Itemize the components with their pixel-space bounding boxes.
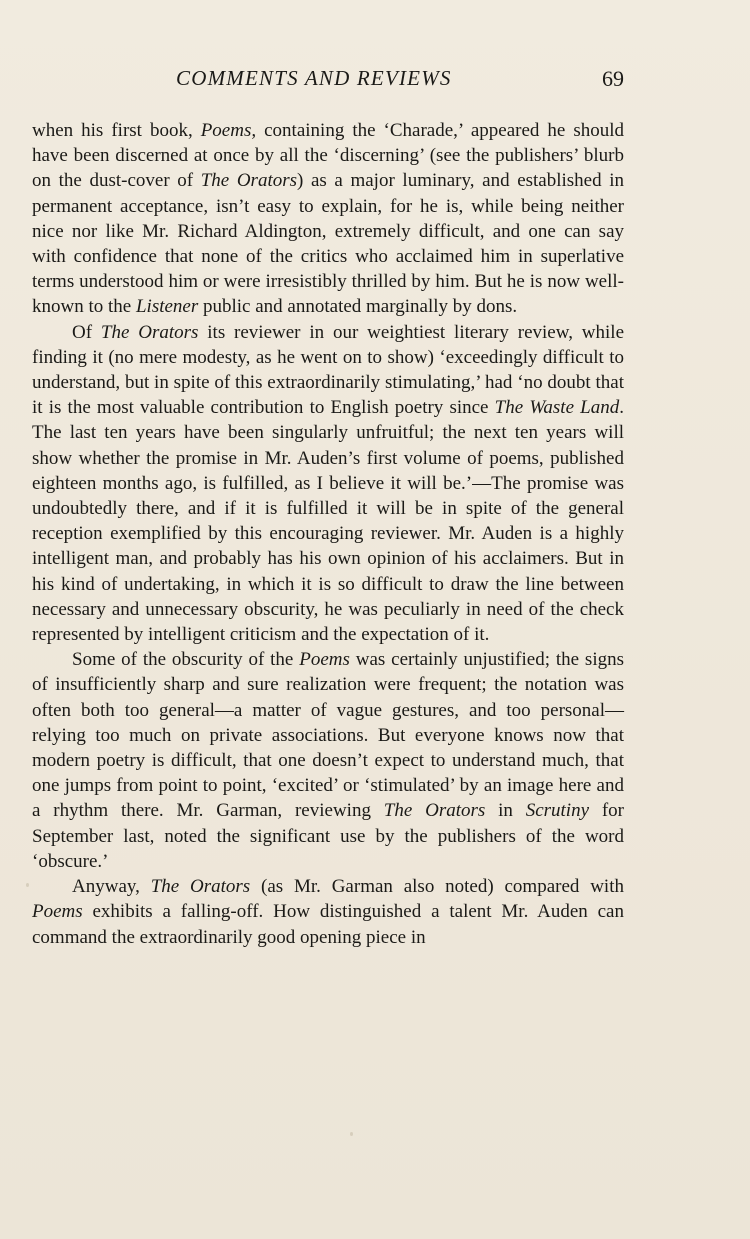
text-run: ) as a major luminary, and established in permanent acceptance, isn’t easy to explain, for he is, while being neither nice nor like Mr. Richard Aldington, extremely difficult, and one can say with confidence that none of the critics who acclaimed him in superlative terms understood him or were irresistibly thrilled by him. But he is now well-known to the <box>32 170 625 318</box>
text-run: Some of the obscurity of the <box>72 649 300 671</box>
italic-title: The Orators <box>100 321 199 343</box>
italic-title: The Waste Land <box>494 397 620 419</box>
text-run: exhibits a falling-off. How distinguished a talent Mr. Auden can command the extraordinarily good opening piece in <box>32 901 624 948</box>
text-run: (as Mr. Garman also noted) compared with <box>250 876 624 898</box>
text-run: . The last ten years have been singularly unfruitful; the next ten years will show whether the promise in Mr. Auden’s first volume of poems, published eighteen months ago, is fulfilled, as I believe it will be.’—The promise was undoubtedly there, and if it is fulfilled it will be in spite of the general reception exemplified by this encouraging reviewer. Mr. Auden is a highly intelligent man, and probably has his own opinion of his acclaimers. But in his kind of undertaking, in which it is so difficult to draw the line between necessary and unnecessary obscurity, he was peculiarly in need of the check represented by intelligent criticism and the expectation of it. <box>32 397 624 646</box>
italic-title: Listener <box>135 296 199 318</box>
text-run: for September last, noted the significant use by the publishers of the word ‘obscure.’ <box>32 800 625 872</box>
paragraph-2 <box>32 320 624 648</box>
text-run: Anyway, <box>72 876 151 898</box>
paragraph-1 <box>32 118 624 320</box>
paragraph-4 <box>32 874 624 950</box>
body-text <box>32 118 624 950</box>
italic-title: Poems, <box>200 120 257 141</box>
paper-speck <box>26 883 29 887</box>
running-title: COMMENTS AND REVIEWS <box>176 66 452 90</box>
paragraph-3 <box>32 647 624 874</box>
italic-title: Scrutiny <box>525 800 590 822</box>
italic-title: Poems <box>32 901 83 923</box>
paper-speck <box>350 1132 353 1136</box>
text-run: public and annotated marginally by dons. <box>198 296 518 318</box>
italic-title: The Orators <box>150 876 251 898</box>
italic-title: Poems <box>299 649 350 671</box>
page-number: 69 <box>602 66 624 91</box>
text-run: was certainly unjustified; the signs of insufficiently sharp and sure realization were frequent; the notation was often both too general—a matter of vague gestures, and too personal—relying too much on private associations. But everyone knows now that modern poetry is difficult, that one doesn’t expect to understand much, that one jumps from point to point, ‘excited’ or ‘stimulated’ by an image here and a rhythm there. Mr. Garman, reviewing <box>32 649 624 822</box>
running-head <box>32 66 624 96</box>
text-run: in <box>485 800 526 822</box>
text-run: when his first book, <box>32 120 201 141</box>
text-run: its reviewer in our weightiest literary review, while finding it (no mere modesty, as he went on to show) ‘exceedingly difficult to understand, but in spite of this extraordinarily stimulating,’ had ‘no doubt that it is the most valuable contribution to English poetry since <box>32 321 624 419</box>
italic-title: The Orators <box>200 170 298 192</box>
text-run: Of <box>72 321 101 343</box>
text-run: containing the ‘Charade,’ appeared he should have been discerned at once by all the ‘discerning’ (see the publishers’ blurb on the dust-cover of <box>32 120 625 192</box>
italic-title: The Orators <box>383 800 486 822</box>
